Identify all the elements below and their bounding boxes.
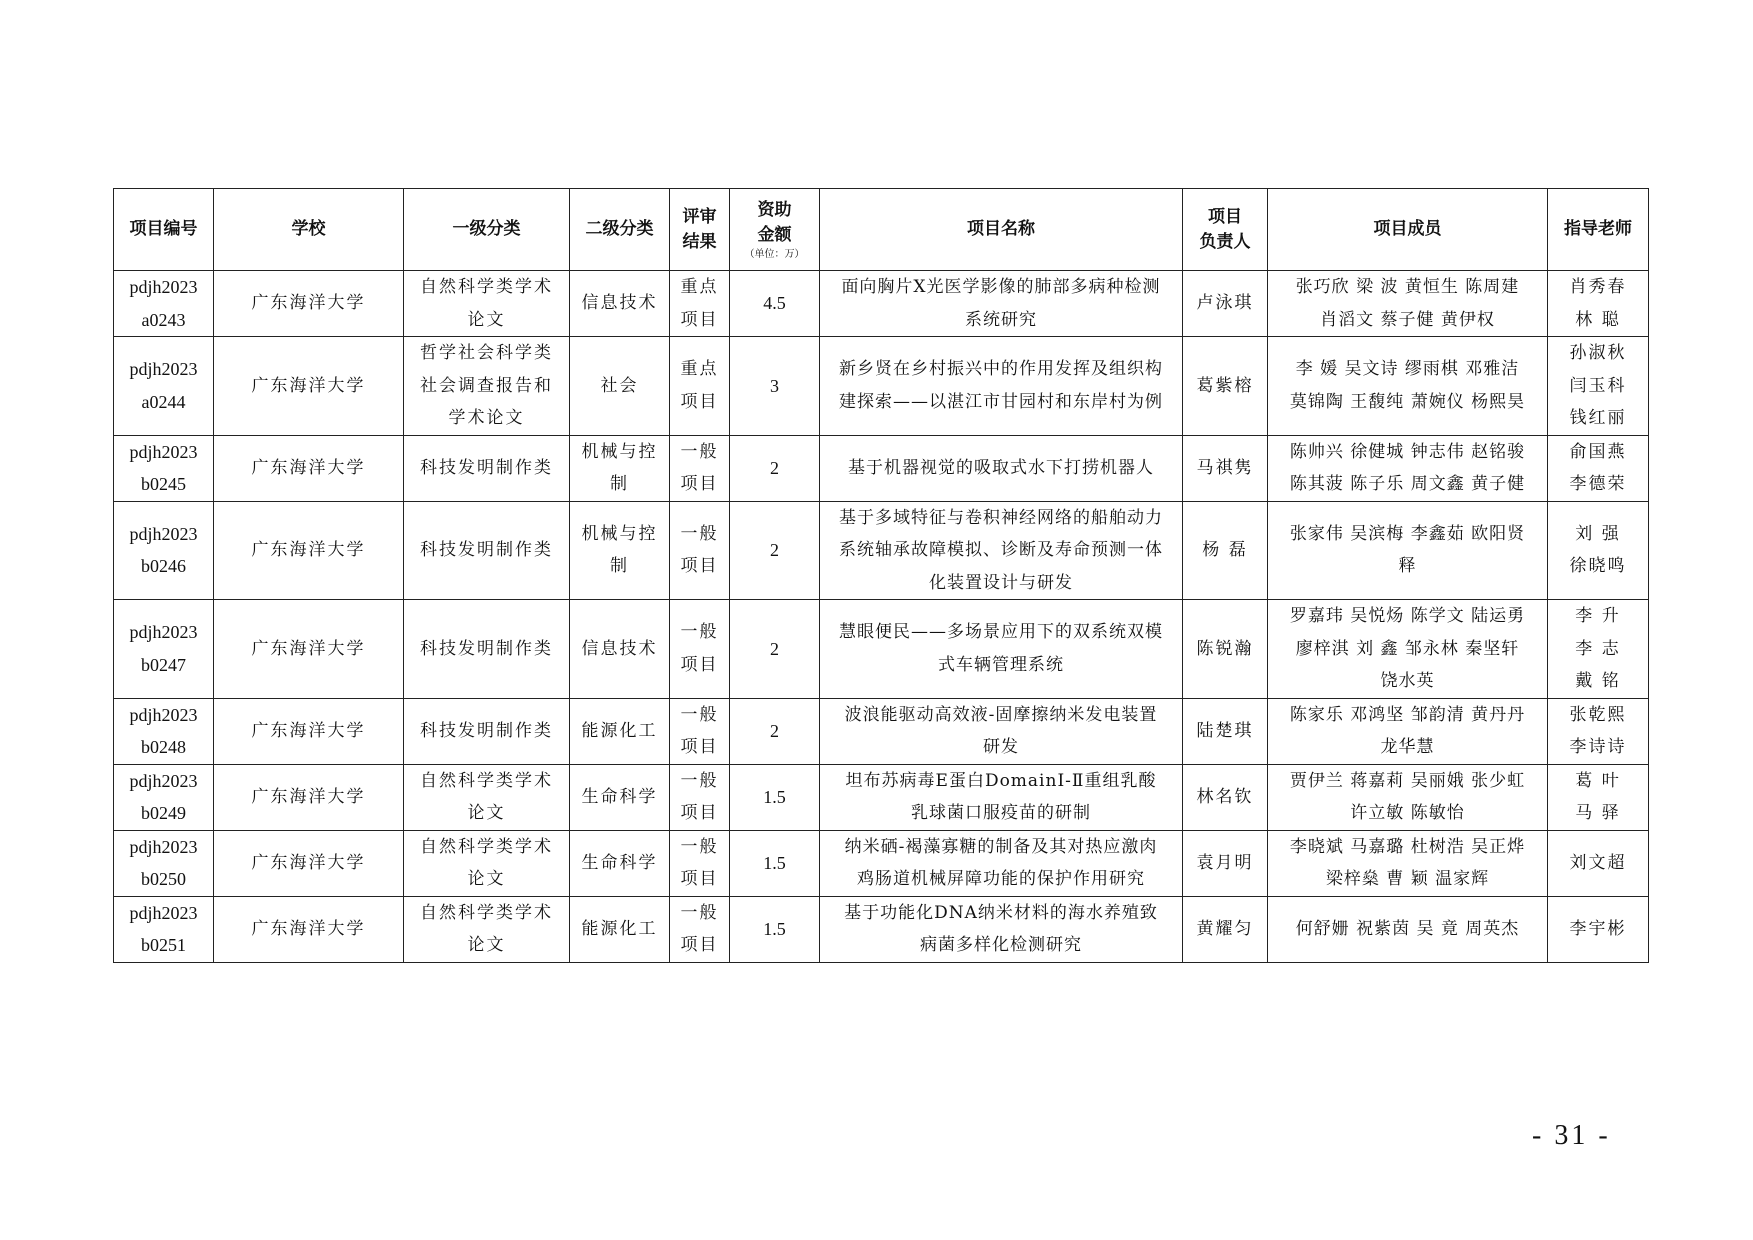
school-cell: 广东海洋大学	[214, 830, 404, 896]
review-result-cell: 一般 项目	[670, 501, 730, 600]
review-result-cell: 一般 项目	[670, 764, 730, 830]
table-row	[114, 501, 1649, 600]
project-leader-cell: 卢泳琪	[1183, 271, 1268, 337]
project-name-cell: 基于功能化DNA纳米材料的海水养殖致 病菌多样化检测研究	[820, 896, 1183, 962]
project-name-cell: 波浪能驱动高效液-固摩擦纳米发电装置 研发	[820, 698, 1183, 764]
project-name-cell: 纳米硒-褐藻寡糖的制备及其对热应激肉 鸡肠道机械屏障功能的保护作用研究	[820, 830, 1183, 896]
funding-amount-cell: 2	[730, 698, 820, 764]
header-row	[114, 189, 1649, 271]
header-funding-label: 资助 金额	[757, 199, 792, 245]
school-cell: 广东海洋大学	[214, 337, 404, 436]
category-level-2-cell: 生命科学	[570, 764, 670, 830]
project-code-cell: pdjh2023 a0244	[114, 337, 214, 436]
table-row	[114, 337, 1649, 436]
project-members-cell: 张家伟 吴滨梅 李鑫茹 欧阳贤 释	[1268, 501, 1548, 600]
project-name-cell: 新乡贤在乡村振兴中的作用发挥及组织构 建探索——以湛江市甘园村和东岸村为例	[820, 337, 1183, 436]
school-cell: 广东海洋大学	[214, 271, 404, 337]
review-result-cell: 重点 项目	[670, 271, 730, 337]
school-cell: 广东海洋大学	[214, 600, 404, 699]
category-level-1-cell: 科技发明制作类	[404, 698, 570, 764]
advisor-cell: 葛 叶 马 驿	[1548, 764, 1649, 830]
category-level-2-cell: 机械与控 制	[570, 435, 670, 501]
project-leader-cell: 马祺隽	[1183, 435, 1268, 501]
project-members-cell: 陈家乐 邓鸿坚 邹韵清 黄丹丹 龙华慧	[1268, 698, 1548, 764]
project-code-cell: pdjh2023 b0245	[114, 435, 214, 501]
school-cell: 广东海洋大学	[214, 435, 404, 501]
project-leader-cell: 陈锐瀚	[1183, 600, 1268, 699]
project-name-cell: 面向胸片X光医学影像的肺部多病种检测 系统研究	[820, 271, 1183, 337]
review-result-cell: 一般 项目	[670, 698, 730, 764]
advisor-cell: 肖秀春 林 聪	[1548, 271, 1649, 337]
table-body	[114, 271, 1649, 963]
review-result-cell: 重点 项目	[670, 337, 730, 436]
advisor-cell: 李 升 李 志 戴 铭	[1548, 600, 1649, 699]
advisor-cell: 李宇彬	[1548, 896, 1649, 962]
school-cell: 广东海洋大学	[214, 698, 404, 764]
review-result-cell: 一般 项目	[670, 896, 730, 962]
header-school: 学校	[214, 189, 404, 271]
project-members-cell: 罗嘉玮 吴悦炀 陈学文 陆运勇 廖梓淇 刘 鑫 邹永林 秦坚轩 饶水英	[1268, 600, 1548, 699]
project-code-cell: pdjh2023 a0243	[114, 271, 214, 337]
header-project-code: 项目编号	[114, 189, 214, 271]
category-level-1-cell: 自然科学类学术 论文	[404, 830, 570, 896]
header-category-level-2: 二级分类	[570, 189, 670, 271]
header-project-leader: 项目 负责人	[1183, 189, 1268, 271]
category-level-2-cell: 信息技术	[570, 600, 670, 699]
page-number: - 31 -	[1532, 1120, 1611, 1151]
funding-amount-cell: 2	[730, 435, 820, 501]
project-name-cell: 慧眼便民——多场景应用下的双系统双模 式车辆管理系统	[820, 600, 1183, 699]
table-row	[114, 698, 1649, 764]
advisor-cell: 刘文超	[1548, 830, 1649, 896]
project-leader-cell: 葛紫榕	[1183, 337, 1268, 436]
category-level-1-cell: 自然科学类学术 论文	[404, 896, 570, 962]
advisor-cell: 俞国燕 李德荣	[1548, 435, 1649, 501]
project-code-cell: pdjh2023 b0246	[114, 501, 214, 600]
review-result-cell: 一般 项目	[670, 600, 730, 699]
project-leader-cell: 杨 磊	[1183, 501, 1268, 600]
header-funding-amount	[730, 189, 820, 271]
project-name-cell: 坦布苏病毒E蛋白DomainⅠ-Ⅱ重组乳酸 乳球菌口服疫苗的研制	[820, 764, 1183, 830]
advisor-cell: 孙淑秋 闫玉科 钱红丽	[1548, 337, 1649, 436]
project-name-cell: 基于多域特征与卷积神经网络的船舶动力 系统轴承故障模拟、诊断及寿命预测一体 化装置设计与研发	[820, 501, 1183, 600]
category-level-2-cell: 生命科学	[570, 830, 670, 896]
category-level-1-cell: 自然科学类学术 论文	[404, 764, 570, 830]
table-row	[114, 764, 1649, 830]
project-code-cell: pdjh2023 b0249	[114, 764, 214, 830]
project-code-cell: pdjh2023 b0250	[114, 830, 214, 896]
project-members-cell: 何舒姗 祝紫茵 吴 竟 周英杰	[1268, 896, 1548, 962]
category-level-1-cell: 哲学社会科学类 社会调查报告和 学术论文	[404, 337, 570, 436]
advisor-cell: 张乾熙 李诗诗	[1548, 698, 1649, 764]
project-leader-cell: 袁月明	[1183, 830, 1268, 896]
school-cell: 广东海洋大学	[214, 501, 404, 600]
table-row	[114, 830, 1649, 896]
header-advisor: 指导老师	[1548, 189, 1649, 271]
category-level-2-cell: 能源化工	[570, 896, 670, 962]
project-code-cell: pdjh2023 b0251	[114, 896, 214, 962]
header-review-result: 评审 结果	[670, 189, 730, 271]
funding-project-table	[113, 188, 1649, 963]
table-row	[114, 435, 1649, 501]
header-category-level-1: 一级分类	[404, 189, 570, 271]
funding-amount-cell: 1.5	[730, 830, 820, 896]
funding-amount-cell: 1.5	[730, 764, 820, 830]
category-level-1-cell: 自然科学类学术 论文	[404, 271, 570, 337]
category-level-2-cell: 信息技术	[570, 271, 670, 337]
project-members-cell: 张巧欣 梁 波 黄恒生 陈周建 肖滔文 蔡子健 黄伊权	[1268, 271, 1548, 337]
header-funding-unit: （单位：万）	[744, 248, 805, 260]
project-leader-cell: 陆楚琪	[1183, 698, 1268, 764]
project-members-cell: 贾伊兰 蒋嘉莉 吴丽娥 张少虹 许立敏 陈敏怡	[1268, 764, 1548, 830]
category-level-1-cell: 科技发明制作类	[404, 501, 570, 600]
table-row	[114, 600, 1649, 699]
table-header	[114, 189, 1649, 271]
project-members-cell: 李 媛 吴文诗 缪雨棋 邓雅洁 莫锦陶 王馥纯 萧婉仪 杨熙昊	[1268, 337, 1548, 436]
project-leader-cell: 林名钦	[1183, 764, 1268, 830]
project-name-cell: 基于机器视觉的吸取式水下打捞机器人	[820, 435, 1183, 501]
funding-amount-cell: 1.5	[730, 896, 820, 962]
project-leader-cell: 黄耀匀	[1183, 896, 1268, 962]
project-code-cell: pdjh2023 b0248	[114, 698, 214, 764]
project-code-cell: pdjh2023 b0247	[114, 600, 214, 699]
school-cell: 广东海洋大学	[214, 896, 404, 962]
funding-amount-cell: 2	[730, 600, 820, 699]
funding-amount-cell: 3	[730, 337, 820, 436]
category-level-2-cell: 社会	[570, 337, 670, 436]
review-result-cell: 一般 项目	[670, 830, 730, 896]
project-members-cell: 李晓斌 马嘉璐 杜树浩 吴正烨 梁梓燊 曹 颖 温家辉	[1268, 830, 1548, 896]
category-level-1-cell: 科技发明制作类	[404, 435, 570, 501]
category-level-2-cell: 能源化工	[570, 698, 670, 764]
header-project-name: 项目名称	[820, 189, 1183, 271]
review-result-cell: 一般 项目	[670, 435, 730, 501]
advisor-cell: 刘 强 徐晓鸣	[1548, 501, 1649, 600]
header-project-members: 项目成员	[1268, 189, 1548, 271]
table-row	[114, 271, 1649, 337]
category-level-2-cell: 机械与控 制	[570, 501, 670, 600]
category-level-1-cell: 科技发明制作类	[404, 600, 570, 699]
school-cell: 广东海洋大学	[214, 764, 404, 830]
funding-amount-cell: 4.5	[730, 271, 820, 337]
funding-amount-cell: 2	[730, 501, 820, 600]
table-row	[114, 896, 1649, 962]
project-members-cell: 陈帅兴 徐健城 钟志伟 赵铭骏 陈其菠 陈子乐 周文鑫 黄子健	[1268, 435, 1548, 501]
